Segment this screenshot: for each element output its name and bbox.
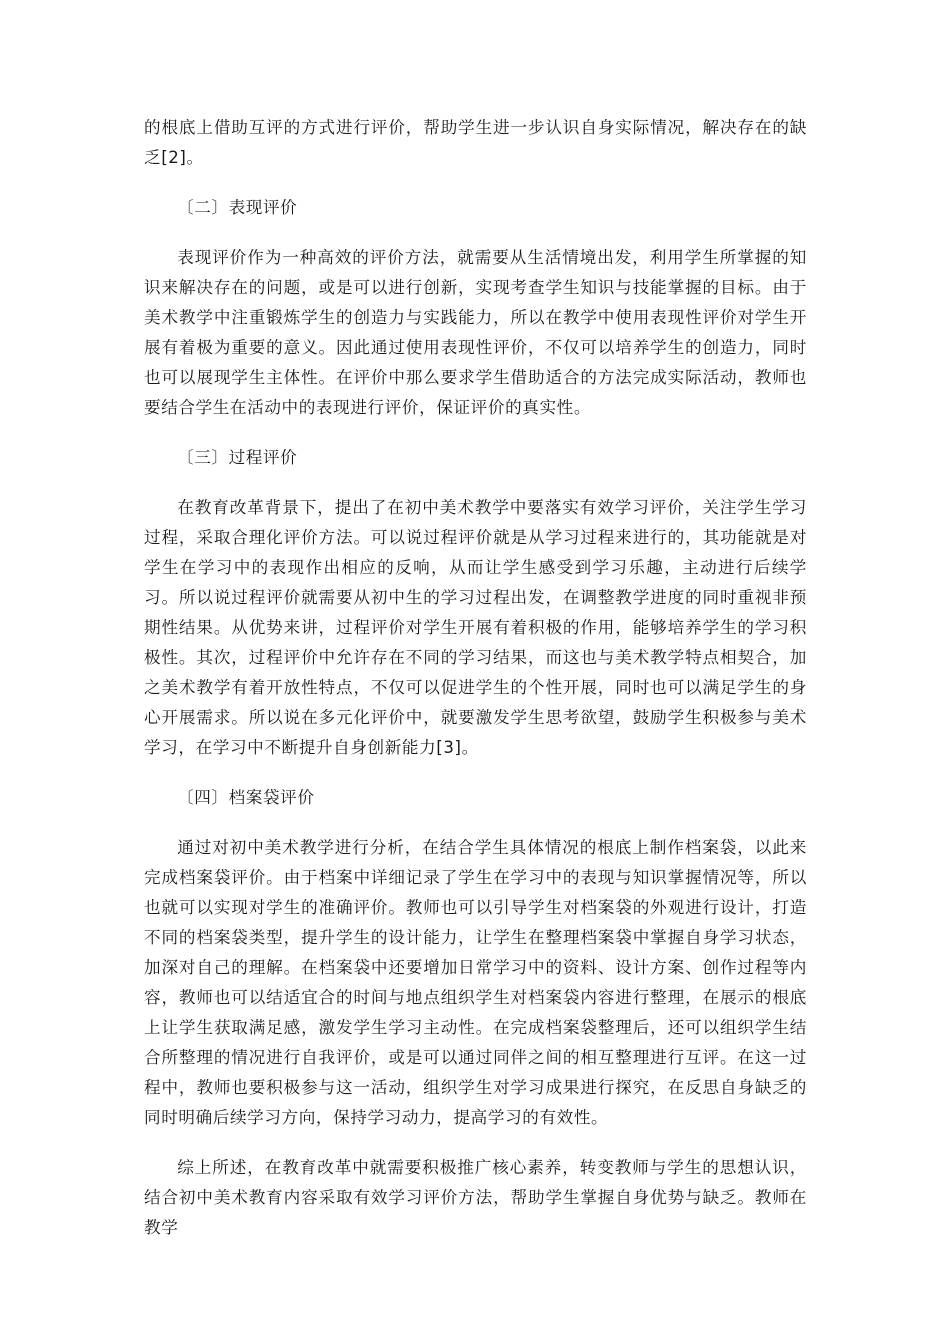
- section-heading-performance-evaluation: 〔二〕表现评价: [177, 198, 298, 217]
- paragraph-performance-evaluation: 表现评价作为一种高效的评价方法，就需要从生活情境出发，利用学生所掌握的知识来解决存在的问题，或是可以进行创新，实现考查学生知识与技能掌握的目标。由于美术教学中注重锻炼学生的创造力与实践能力，所以在教学中使用表现性评价对学生开展有着极为重要的意义。因此通过使用表现性评价，不仅可以培养学生的创造力，同时也可以展现学生主体性。在评价中那么要求学生借助适合的方法完成实际活动，教师也要结合学生在活动中的表现进行评价，保证评价的真实性。: [144, 248, 807, 417]
- paragraph-conclusion: 综上所述，在教育改革中就需要积极推广核心素养，转变教师与学生的思想认识，结合初中美术教育内容采取有效学习评价方法，帮助学生掌握自身优势与缺乏。教师在教学: [144, 1158, 807, 1237]
- paragraph-process-evaluation: 在教育改革背景下，提出了在初中美术教学中要落实有效学习评价，关注学生学习过程，采取合理化评价方法。可以说过程评价就是从学习过程来进行的，其功能就是对学生在学习中的表现作出相应的反响，从而让学生感受到学习乐趣，主动进行后续学习。所以说过程评价就需要从初中生的学习过程出发，在调整教学进度的同时重视非预期性结果。从优势来讲，过程评价对学生开展有着积极的作用，能够培养学生的学习积极性。其次，过程评价中允许存在不同的学习结果，而这也与美术教学特点相契合，加之美术教学有着开放性特点，不仅可以促进学生的个性开展，同时也可以满足学生的身心开展需求。所以说在多元化评价中，就要激发学生思考欲望，鼓励学生积极参与美术学习，在学习中不断提升自身创新能力[3]。: [144, 498, 807, 757]
- paragraph-continuation: 的根底上借助互评的方式进行评价，帮助学生进一步认识自身实际情况，解决存在的缺乏[2]。: [144, 118, 807, 167]
- section-heading-portfolio-evaluation: 〔四〕档案袋评价: [177, 788, 315, 807]
- section-heading-process-evaluation: 〔三〕过程评价: [177, 448, 298, 467]
- document-page: [144, 113, 807, 1243]
- paragraph-portfolio-evaluation: 通过对初中美术教学进行分析，在结合学生具体情况的根底上制作档案袋，以此来完成档案袋评价。由于档案中详细记录了学生在学习中的表现与知识掌握情况等，所以也就可以实现对学生的准确评价。教师也可以引导学生对档案袋的外观进行设计，打造不同的档案袋类型，提升学生的设计能力，让学生在整理档案袋中掌握自身学习状态，加深对自己的理解。在档案袋中还要增加日常学习中的资料、设计方案、创作过程等内容，教师也可以结适宜合的时间与地点组织学生对档案袋内容进行整理，在展示的根底上让学生获取满足感，激发学生学习主动性。在完成档案袋整理后，还可以组织学生结合所整理的情况进行自我评价，或是可以通过同伴之间的相互整理进行互评。在这一过程中，教师也要积极参与这一活动，组织学生对学习成果进行探究，在反思自身缺乏的同时明确后续学习方向，保持学习动力，提高学习的有效性。: [144, 838, 807, 1127]
